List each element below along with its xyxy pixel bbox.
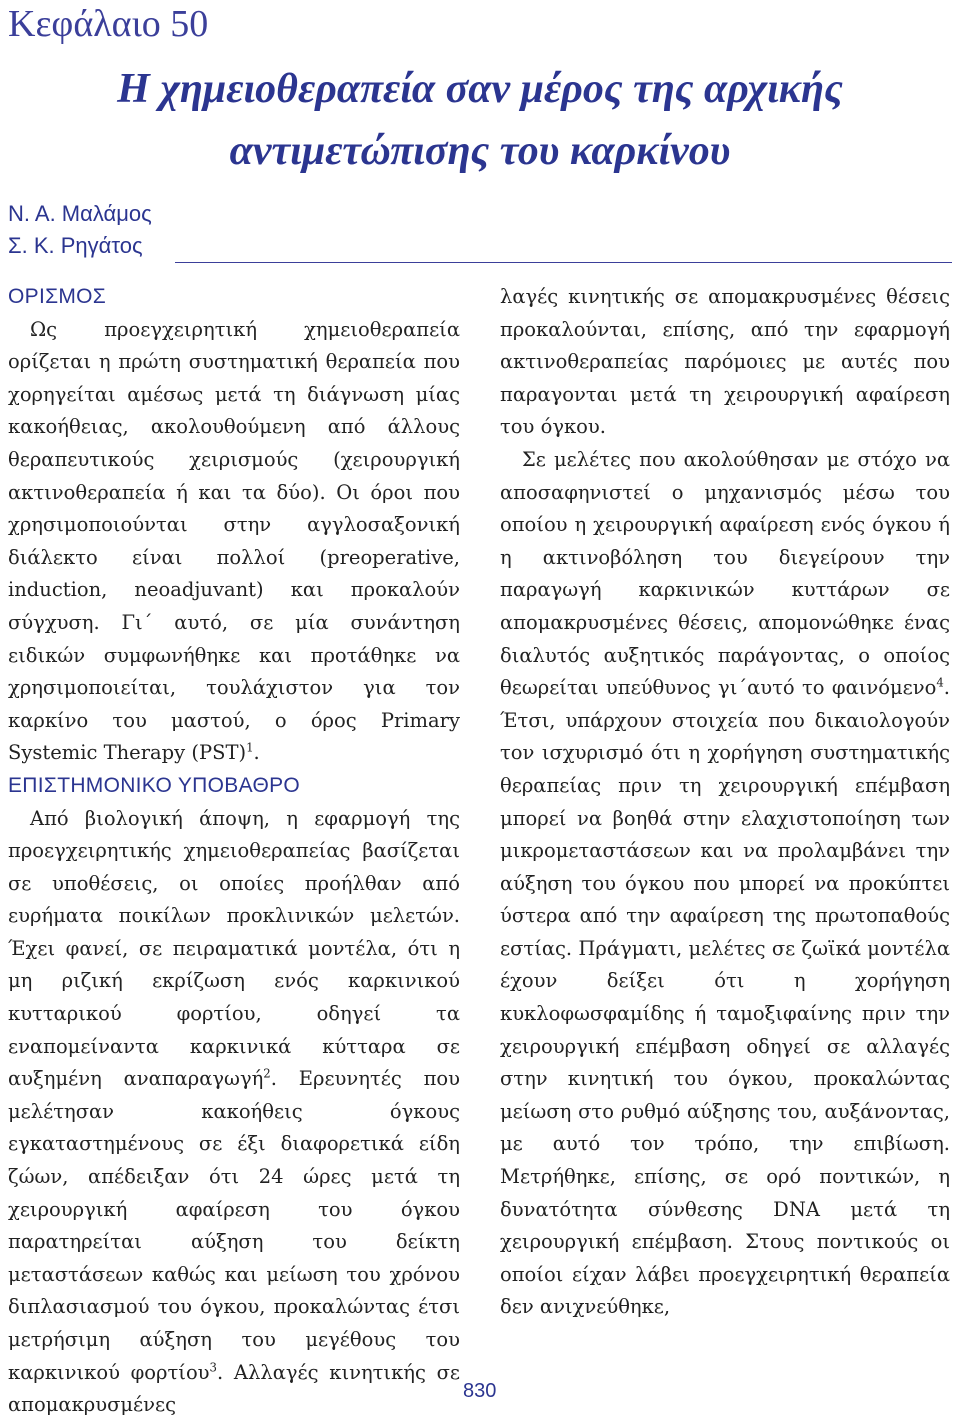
reference-4: 4 — [936, 675, 944, 690]
definition-paragraph — [8, 314, 460, 770]
background-text-end: . Αλλαγές κινητικής σε απομακρυσμένες — [8, 1360, 460, 1417]
page-number: 830 — [463, 1380, 497, 1402]
chapter-label: Κεφάλαιο 50 — [8, 3, 209, 45]
right-text: Σε μελέτες που ακολούθησαν με στόχο να αποσαφηνιστεί ο μηχανισμός μέσω του οποίου η χειρουργική αφαίρεση ενός όγκου ή η ακτινοβόληση του διεγείρουν την παραγωγή καρκινικών κυττάρων σε απομακρυσμένες θέσεις, απομονώθηκε ένας διαλυτός αυξητικός παράγοντας, ο οποίος θεωρείται υπεύθυνος γι΄αυτό το φαινόμενο — [500, 447, 950, 700]
background-text: Από βιολογική άποψη, η εφαρμογή της προεγχειρητικής χημειοθεραπείας βασίζεται σε υποθέσεις, οι οποίες προήλθαν από ευρήματα ποικίλων προκλινικών μελετών. Έχει φανεί, σε πειραματικά μοντέλα, ότι η μη ριζική εκρίζωση ενός καρκινικού κυτταρικού φορτίου, οδηγεί τα εναπομείναντα καρκινικά κύτταρα σε αυξημένη αναπαραγωγή — [8, 806, 460, 1091]
chapter-title — [0, 58, 960, 182]
header-divider — [175, 262, 952, 263]
reference-2: 2 — [263, 1066, 271, 1081]
section-heading-background: ΕΠΙΣΤΗΜΟΝΙΚΟ ΥΠΟΒΑΘΡΟ — [8, 773, 301, 797]
definition-text-end: . — [253, 741, 260, 765]
reference-1: 1 — [246, 740, 254, 755]
right-text-end: . Έτσι, υπάρχουν στοιχεία που δικαιολογούν τον ισχυρισμό ότι η χορήγηση συστηματικής θεραπείας πριν τη χειρουργική επέμβαση μπορεί να βοηθά στην ελαχιστοποίηση των μικρομεταστάσεων και να προλαμβάνει την αύξηση του όγκου που μπορεί να προκύπτει ύστερα από την αφαίρεση της πρωτοπαθούς εστίας. Πράγματι, μελέτες σε ζωϊκά μοντέλα έχουν δείξει ότι η χορήγηση κυκλοφωσφαμίδης ή ταμοξιφαίνης πριν την χειρουργική επέμβαση οδηγεί σε αλλαγές στην κινητική του όγκου, προκαλώντας μείωση στο ρυθμό αύξησης του, αυξάνοντας, με αυτό τον τρόπο, την επιβίωση. Μετρήθηκε, επίσης, σε ορό ποντικών, η δυνατότητα σύνθεσης DNA μετά τη χειρουργική επέμβαση. Στους ποντικούς οι οποίοι είχαν λάβει προεγχειρητική θεραπεία δεν ανιχνεύθηκε, — [500, 676, 950, 1319]
author-2: Σ. Κ. Ρηγάτος — [8, 233, 143, 258]
section-heading-definition: ΟΡΙΣΜΟΣ — [8, 285, 107, 308]
right-column — [500, 281, 950, 1324]
title-line-2: αντιμετώπισης του καρκίνου — [229, 128, 731, 174]
definition-text: Ως προεγχειρητική χημειοθεραπεία ορίζεται η πρώτη συστηματική θεραπεία που χορηγείται αμέσως μετά τη διάγνωση μίας κακοήθειας, ακολουθούμενη από άλλους θεραπευτικούς χειρισμούς (χειρουργική ακτινοθεραπεία ή και τα δύο). Οι όροι που χρησιμοποιούνται στην αγγλοσαξονική διάλεκτο είναι πολλοί (preoperative, induction, neoadjuvant) και προκαλούν σύγχυση. Γι΄ αυτό, σε μία συνάντηση ειδικών συμφωνήθηκε και προτάθηκε να χρησιμοποιείται, τουλάχιστον για τον καρκίνο του μαστού, ο όρος Primary Systemic Therapy (PST) — [8, 317, 460, 765]
right-paragraph-2 — [500, 444, 950, 1324]
author-1: Ν. Α. Μαλάμος — [8, 201, 152, 226]
authors — [8, 198, 152, 262]
left-column — [8, 281, 460, 1422]
background-text-continued: . Ερευνητές που μελέτησαν κακοήθεις όγκους εγκαταστημένους σε έξι διαφορετικά είδη ζώων, απέδειξαν ότι 24 ώρες μετά τη χειρουργική αφαίρεση του όγκου παρατηρείται αύξηση του δείκτη μεταστάσεων καθώς και μείωση του χρόνου διπλασιασμού του όγκου, προκαλώντας έτσι μετρήσιμη αύξηση του μεγέθους του καρκινικού φορτίου — [8, 1067, 461, 1384]
right-paragraph-1: λαγές κινητικής σε απομακρυσμένες θέσεις προκαλούνται, επίσης, από την εφαρμογή ακτινοθεραπείας παρόμοιες με αυτές που παραγονται μετά τη χειρουργική αφαίρεση του όγκου. — [500, 285, 950, 439]
reference-3: 3 — [209, 1360, 217, 1375]
title-line-1: Η χημειοθεραπεία σαν μέρος της αρχικής — [117, 66, 843, 112]
background-paragraph — [8, 803, 460, 1422]
